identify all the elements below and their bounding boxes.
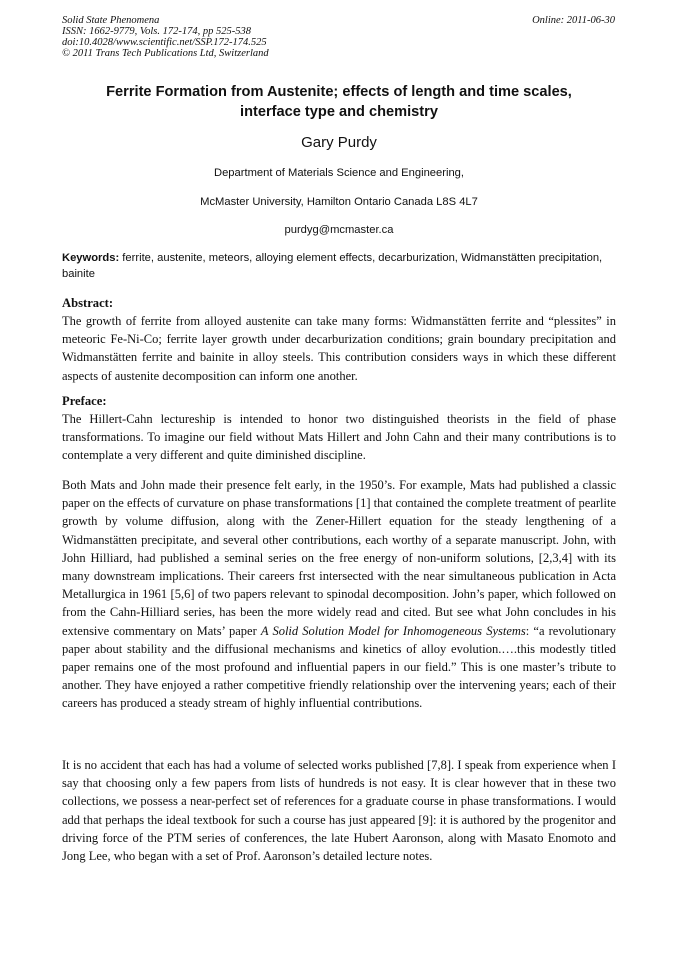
keywords	[62, 250, 616, 282]
author-name: Gary Purdy	[301, 134, 377, 151]
history-paragraph	[62, 476, 616, 713]
preface-paragraph: The Hillert-Cahn lectureship is intended to honor two distinguished theorists in the field of phase transformations. To imagine our field without Mats Hillert and John Cahn and their many contributions is to contemplate a very different and quite diminished discipline.	[62, 412, 616, 463]
preface-heading: Preface:	[62, 394, 107, 408]
journal-header	[62, 15, 269, 59]
affiliation-university: McMaster University, Hamilton Ontario Canada L8S 4L7	[200, 196, 478, 208]
history-text-1: Both Mats and John made their presence felt early, in the 1950’s. For example, Mats had published a classic paper on the effects of curvature on phase transformations [1] that contained the complete treatment of pearlite growth by volume diffusion, along with the Zener-Hillert equation for the steady lengthening of a Widmanstätten precipitate, and several other contributions, each worthy of a separate manuscript. John, with John Hilliard, had published a seminal series on the free energy of non-uniform solutions, [2,3,4] with its many downstream implications. Their careers frst intersected with the near simultaneous publication in Acta Metallurgica in 1961 [5,6] of two papers relevant to spinodal decomposition. John’s paper, which followed on from the Cahn-Hilliard series, has been the more widely read and cited. But see what John concludes in his extensive commentary on Mats’ paper	[62, 478, 616, 638]
copyright-line: © 2011 Trans Tech Publications Ltd, Switzerland	[62, 48, 269, 59]
online-date: Online: 2011-06-30	[532, 15, 615, 26]
issn-line: ISSN: 1662-9779, Vols. 172-174, pp 525-538	[62, 26, 251, 37]
history-text-2: : “a revolutionary paper about stability and the diffusional mechanisms and kinetics of alloy evolution.….this modestly titled paper remains one of the most profound and influential papers in our field.” This is one master’s tribute to another. They have enjoyed a rather competitive friendly relationship over the intervening years; each of their careers has produced a steady stream of highly influential contributions.	[62, 623, 616, 711]
keywords-label: Keywords:	[62, 252, 120, 264]
affiliation-department: Department of Materials Science and Engineering,	[214, 167, 464, 179]
author-email[interactable]: purdyg@mcmaster.ca	[284, 224, 394, 236]
abstract-text: The growth of ferrite from alloyed austenite can take many forms: Widmanstätten ferrite and “plessites” in meteoric Fe-Ni-Co; ferrite layer growth under decarburization conditions; grain boundary precipitation and Widmanstätten ferrite and bainite in alloy steels. This contribution considers ways in which these different aspects of austenite decomposition can inform one another.	[62, 314, 616, 383]
cited-paper-title: A Solid Solution Model for Inhomogeneous Systems	[260, 623, 526, 638]
journal-name: Solid State Phenomena	[62, 15, 160, 26]
abstract-heading: Abstract:	[62, 296, 114, 310]
title-line-2: interface type and chemistry	[240, 104, 438, 120]
selected-works-paragraph: It is no accident that each has had a volume of selected works published [7,8]. I speak from experience when I say that choosing only a few papers from lists of hundreds is not easy. It is clear however that in these two collections, we possess a near-perfect set of references for a graduate course in phase transformations. I would add that perhaps the ideal textbook for such a course has just appeared [9]: it is authored by the progenitor and driving force of the PTM series of conferences, the late Hubert Aaronson, along with Masato Enomoto and Jong Lee, who began with a set of Prof. Aaronson’s detailed lecture notes.	[62, 758, 616, 864]
title-line-1: Ferrite Formation from Austenite; effects of length and time scales,	[106, 84, 572, 100]
paper-title	[62, 82, 616, 122]
doi-line: doi:10.4028/www.scientific.net/SSP.172-174.525	[62, 37, 267, 48]
keywords-text: ferrite, austenite, meteors, alloying element effects, decarburization, Widmanstätten precipitation, bainite	[62, 252, 603, 280]
